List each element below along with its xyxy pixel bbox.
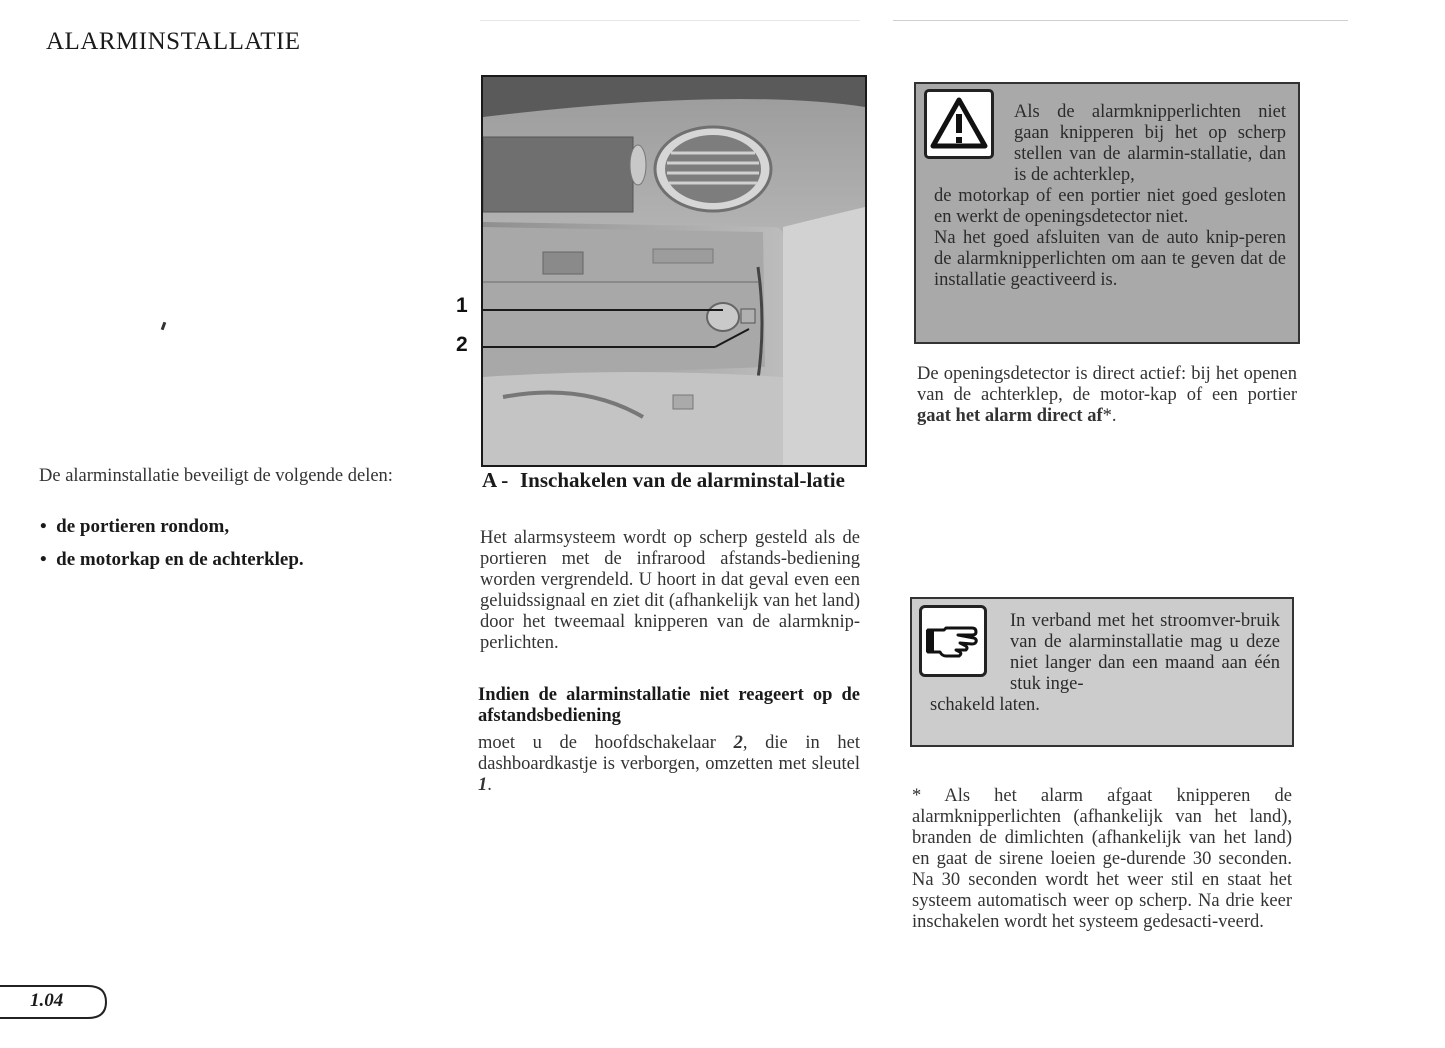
- callout-label-1: 1: [456, 294, 468, 317]
- bullet-dot: •: [40, 549, 57, 570]
- switch-ref: 2: [733, 733, 743, 753]
- section-a-paragraph: Het alarmsysteem wordt op scherp gesteld als de portieren met de infrarood afstands-bediening worden vergrendeld. U hoort in dat geval even een geluidssignaal en ziet dit (afhankelijk van het land) door het tweemaal knipperen van de alarmknip-perlichten.: [480, 528, 860, 653]
- dashboard-glovebox-photo: [481, 75, 867, 467]
- warning-text: [934, 102, 1286, 291]
- section-a-title: Inschakelen van de alarminstal-latie: [520, 468, 845, 492]
- section-a-heading: [482, 469, 867, 492]
- section-a-subheading: Indien de alarminstallatie niet reageert op de afstandsbediening: [478, 685, 860, 726]
- bullet-dot: •: [40, 516, 57, 537]
- bullet-text: de motorkap en de achterklep.: [56, 549, 304, 570]
- header-rule-right: [893, 20, 1348, 21]
- para2-part-e: .: [487, 775, 492, 795]
- key-ref: 1: [478, 775, 488, 795]
- detector-text-bold: gaat het alarm direct af: [917, 406, 1103, 426]
- para2-part-c: , die in het dashboardkastje is verborgen, omzetten met sleutel: [478, 733, 861, 774]
- page-number: 1.04: [30, 990, 64, 1011]
- intro-text: De alarminstallatie beveiligt de volgende delen:: [39, 466, 393, 486]
- para2-part-a: moet u de hoofdschakelaar: [478, 733, 734, 753]
- detector-text-a: De openingsdetector is direct actief: bij het openen van de achterklep, de motor-kap of een portier: [917, 364, 1297, 405]
- detector-paragraph: [917, 364, 1297, 427]
- page-number-tab: [0, 985, 108, 1019]
- warning-box: [914, 82, 1300, 344]
- bullet-item-2: [40, 549, 304, 571]
- section-a-label: A -: [482, 468, 509, 492]
- section-a-paragraph-2: [478, 733, 860, 796]
- footnote: * Als het alarm afgaat knipperen de alarmknipperlichten (afhankelijk van het land), branden de dimlichten (afhankelijk van het land) en gaat de sirene loeien ge-durende 30 seconden. Na 30 seconden wordt het weer stil en staat het systeem automatisch weer op scherp. Na drie keer inschakelen wordt het systeem gedesacti-veerd.: [912, 786, 1292, 932]
- detector-text-c: *.: [1102, 406, 1117, 426]
- warning-text-cont: de motorkap of een portier niet goed gesloten en werkt de openingsdetector niet.: [934, 186, 1286, 227]
- note-text-cont: schakeld laten.: [930, 695, 1040, 715]
- page-title: ALARMINSTALLATIE: [46, 28, 301, 55]
- bullet-text: de portieren rondom,: [56, 516, 230, 537]
- warning-text-intro: Als de alarmknipperlichten niet gaan knipperen bij het op scherp stellen van de alarmin-stallatie, dan is de achterklep,: [1014, 102, 1286, 185]
- warning-text-after: Na het goed afsluiten van de auto knip-peren de alarmknipperlichten om aan te geven dat de installatie geactiveerd is.: [934, 228, 1286, 290]
- note-text: [930, 611, 1280, 716]
- bullet-item-1: [40, 516, 229, 538]
- callout-label-2: 2: [456, 333, 468, 356]
- stray-mark: [161, 322, 167, 331]
- note-text-intro: In verband met het stroomver-bruik van de alarminstallatie mag u deze niet langer dan een maand aan één stuk inge-: [1010, 611, 1280, 694]
- note-box: [910, 597, 1294, 747]
- glovebox-illustration: [483, 77, 865, 465]
- header-rule-middle: [480, 20, 860, 21]
